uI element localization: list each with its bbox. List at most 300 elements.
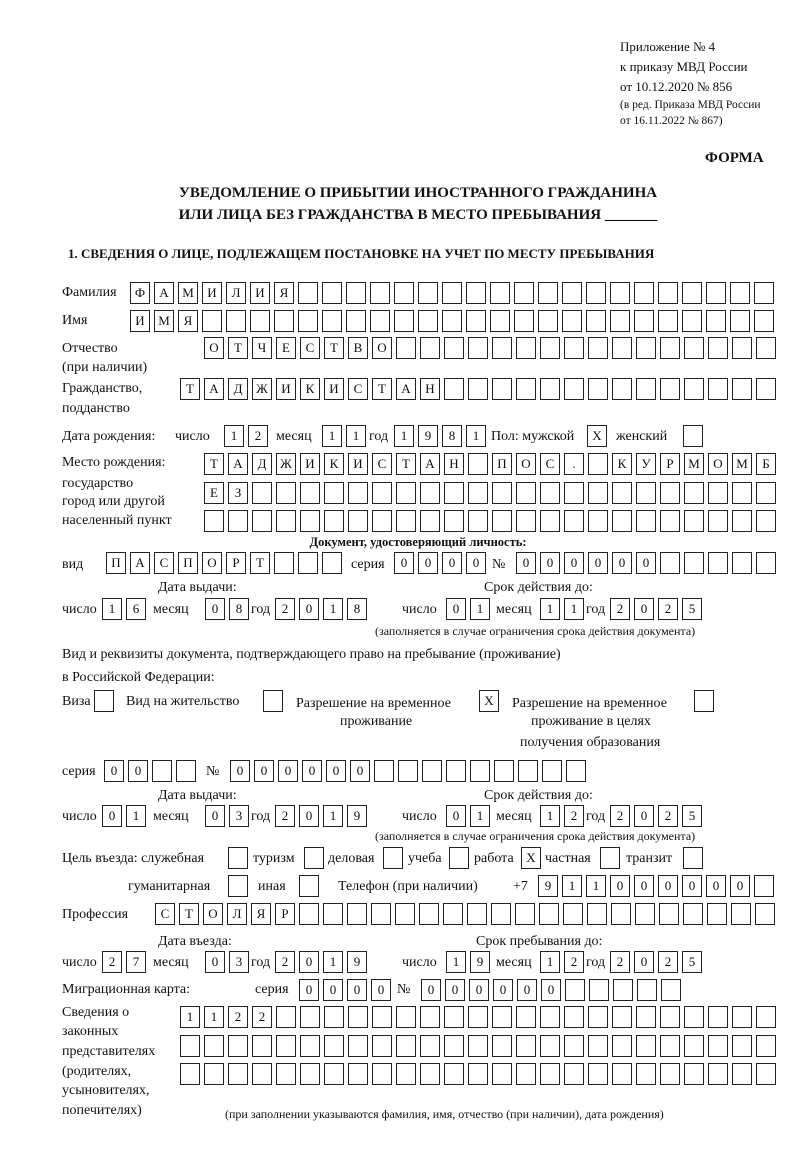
char-box[interactable]: 9 bbox=[418, 425, 438, 447]
char-box[interactable]: 2 bbox=[252, 1006, 272, 1028]
char-box[interactable] bbox=[372, 1035, 392, 1057]
char-box[interactable] bbox=[612, 1035, 632, 1057]
char-box[interactable] bbox=[324, 510, 344, 532]
char-box[interactable] bbox=[612, 337, 632, 359]
char-box[interactable] bbox=[274, 552, 294, 574]
char-box[interactable]: С bbox=[348, 378, 368, 400]
char-box[interactable] bbox=[443, 903, 463, 925]
char-box[interactable]: 1 bbox=[322, 425, 342, 447]
char-box[interactable] bbox=[468, 1006, 488, 1028]
char-box[interactable] bbox=[516, 337, 536, 359]
char-box[interactable] bbox=[300, 482, 320, 504]
char-box[interactable] bbox=[683, 425, 703, 447]
char-box[interactable] bbox=[732, 1006, 752, 1028]
char-box[interactable] bbox=[708, 1006, 728, 1028]
char-box[interactable] bbox=[706, 282, 726, 304]
char-box[interactable] bbox=[754, 282, 774, 304]
char-box[interactable] bbox=[346, 310, 366, 332]
char-box[interactable]: И bbox=[276, 378, 296, 400]
char-box[interactable]: Р bbox=[226, 552, 246, 574]
char-box[interactable]: 1 bbox=[540, 951, 560, 973]
char-box[interactable]: 0 bbox=[446, 598, 466, 620]
char-box[interactable] bbox=[468, 1035, 488, 1057]
char-box[interactable]: 0 bbox=[706, 875, 726, 897]
char-box[interactable] bbox=[492, 1063, 512, 1085]
char-box[interactable]: И bbox=[324, 378, 344, 400]
char-box[interactable] bbox=[694, 690, 714, 712]
char-box[interactable]: 0 bbox=[634, 875, 654, 897]
char-box[interactable] bbox=[492, 482, 512, 504]
char-box[interactable] bbox=[300, 1063, 320, 1085]
char-box[interactable]: Н bbox=[444, 453, 464, 475]
char-box[interactable] bbox=[588, 1006, 608, 1028]
char-box[interactable]: 0 bbox=[442, 552, 462, 574]
char-box[interactable]: Б bbox=[756, 453, 776, 475]
char-box[interactable] bbox=[660, 510, 680, 532]
char-box[interactable] bbox=[492, 1006, 512, 1028]
char-box[interactable]: Е bbox=[276, 337, 296, 359]
char-box[interactable]: 0 bbox=[299, 805, 319, 827]
char-box[interactable]: 0 bbox=[634, 951, 654, 973]
char-box[interactable] bbox=[660, 337, 680, 359]
char-box[interactable] bbox=[754, 310, 774, 332]
char-box[interactable]: X bbox=[479, 690, 499, 712]
char-box[interactable]: А bbox=[396, 378, 416, 400]
char-box[interactable] bbox=[396, 482, 416, 504]
char-box[interactable]: 0 bbox=[658, 875, 678, 897]
char-box[interactable]: Я bbox=[274, 282, 294, 304]
char-box[interactable] bbox=[470, 760, 490, 782]
char-box[interactable] bbox=[682, 282, 702, 304]
char-box[interactable] bbox=[660, 552, 680, 574]
char-box[interactable]: 6 bbox=[126, 598, 146, 620]
char-box[interactable] bbox=[683, 847, 703, 869]
char-box[interactable] bbox=[564, 1063, 584, 1085]
char-box[interactable]: X bbox=[587, 425, 607, 447]
char-box[interactable] bbox=[732, 378, 752, 400]
char-box[interactable] bbox=[635, 903, 655, 925]
char-box[interactable] bbox=[754, 875, 774, 897]
char-box[interactable] bbox=[348, 482, 368, 504]
char-box[interactable]: 0 bbox=[516, 552, 536, 574]
char-box[interactable] bbox=[468, 378, 488, 400]
char-box[interactable]: 1 bbox=[323, 598, 343, 620]
char-box[interactable] bbox=[467, 903, 487, 925]
char-box[interactable]: 1 bbox=[562, 875, 582, 897]
char-box[interactable] bbox=[540, 482, 560, 504]
char-box[interactable] bbox=[732, 510, 752, 532]
char-box[interactable] bbox=[494, 760, 514, 782]
char-box[interactable] bbox=[634, 310, 654, 332]
char-box[interactable] bbox=[588, 337, 608, 359]
char-box[interactable] bbox=[449, 847, 469, 869]
char-box[interactable]: 2 bbox=[275, 951, 295, 973]
char-box[interactable] bbox=[732, 552, 752, 574]
char-box[interactable] bbox=[468, 1063, 488, 1085]
char-box[interactable]: К bbox=[324, 453, 344, 475]
char-box[interactable]: 0 bbox=[394, 552, 414, 574]
char-box[interactable]: 0 bbox=[104, 760, 124, 782]
char-box[interactable]: 2 bbox=[610, 951, 630, 973]
char-box[interactable] bbox=[202, 310, 222, 332]
char-box[interactable] bbox=[613, 979, 633, 1001]
char-box[interactable] bbox=[564, 1035, 584, 1057]
char-box[interactable] bbox=[756, 482, 776, 504]
char-box[interactable]: 0 bbox=[205, 598, 225, 620]
char-box[interactable] bbox=[396, 1035, 416, 1057]
char-box[interactable]: Т bbox=[396, 453, 416, 475]
char-box[interactable] bbox=[684, 1063, 704, 1085]
char-box[interactable]: 1 bbox=[323, 951, 343, 973]
char-box[interactable]: А bbox=[420, 453, 440, 475]
char-box[interactable] bbox=[562, 282, 582, 304]
char-box[interactable]: М bbox=[732, 453, 752, 475]
char-box[interactable]: 0 bbox=[682, 875, 702, 897]
char-box[interactable] bbox=[566, 760, 586, 782]
char-box[interactable] bbox=[562, 310, 582, 332]
char-box[interactable] bbox=[660, 482, 680, 504]
char-box[interactable] bbox=[732, 1063, 752, 1085]
char-box[interactable]: М bbox=[684, 453, 704, 475]
char-box[interactable] bbox=[304, 847, 324, 869]
char-box[interactable] bbox=[299, 903, 319, 925]
char-box[interactable] bbox=[564, 378, 584, 400]
char-box[interactable] bbox=[539, 903, 559, 925]
char-box[interactable]: Т bbox=[179, 903, 199, 925]
char-box[interactable] bbox=[322, 282, 342, 304]
char-box[interactable] bbox=[372, 1006, 392, 1028]
char-box[interactable]: 0 bbox=[418, 552, 438, 574]
char-box[interactable] bbox=[732, 482, 752, 504]
char-box[interactable]: 3 bbox=[229, 805, 249, 827]
char-box[interactable] bbox=[708, 482, 728, 504]
char-box[interactable]: . bbox=[564, 453, 584, 475]
char-box[interactable]: Е bbox=[204, 482, 224, 504]
char-box[interactable] bbox=[274, 310, 294, 332]
char-box[interactable]: 1 bbox=[470, 598, 490, 620]
char-box[interactable]: 1 bbox=[394, 425, 414, 447]
char-box[interactable]: 0 bbox=[493, 979, 513, 1001]
char-box[interactable] bbox=[324, 1035, 344, 1057]
char-box[interactable] bbox=[684, 482, 704, 504]
char-box[interactable] bbox=[612, 510, 632, 532]
char-box[interactable] bbox=[564, 1006, 584, 1028]
char-box[interactable]: 9 bbox=[347, 805, 367, 827]
char-box[interactable]: 1 bbox=[466, 425, 486, 447]
char-box[interactable] bbox=[444, 1035, 464, 1057]
char-box[interactable]: У bbox=[636, 453, 656, 475]
char-box[interactable] bbox=[442, 310, 462, 332]
char-box[interactable] bbox=[228, 1063, 248, 1085]
char-box[interactable]: Т bbox=[372, 378, 392, 400]
char-box[interactable] bbox=[707, 903, 727, 925]
char-box[interactable]: 2 bbox=[658, 951, 678, 973]
char-box[interactable] bbox=[300, 1035, 320, 1057]
char-box[interactable]: 1 bbox=[323, 805, 343, 827]
char-box[interactable] bbox=[588, 510, 608, 532]
char-box[interactable]: 1 bbox=[126, 805, 146, 827]
char-box[interactable] bbox=[94, 690, 114, 712]
char-box[interactable] bbox=[468, 453, 488, 475]
char-box[interactable]: О bbox=[203, 903, 223, 925]
char-box[interactable]: 8 bbox=[229, 598, 249, 620]
char-box[interactable] bbox=[610, 282, 630, 304]
char-box[interactable] bbox=[372, 1063, 392, 1085]
char-box[interactable] bbox=[466, 282, 486, 304]
char-box[interactable]: З bbox=[228, 482, 248, 504]
char-box[interactable] bbox=[612, 1063, 632, 1085]
char-box[interactable] bbox=[204, 1063, 224, 1085]
char-box[interactable]: 0 bbox=[634, 805, 654, 827]
char-box[interactable] bbox=[588, 1035, 608, 1057]
char-box[interactable]: О bbox=[204, 337, 224, 359]
char-box[interactable]: 0 bbox=[205, 951, 225, 973]
char-box[interactable] bbox=[395, 903, 415, 925]
char-box[interactable] bbox=[516, 510, 536, 532]
char-box[interactable] bbox=[396, 510, 416, 532]
char-box[interactable] bbox=[442, 282, 462, 304]
char-box[interactable] bbox=[683, 903, 703, 925]
char-box[interactable]: Р bbox=[275, 903, 295, 925]
char-box[interactable]: И bbox=[202, 282, 222, 304]
char-box[interactable]: 8 bbox=[442, 425, 462, 447]
char-box[interactable] bbox=[420, 1063, 440, 1085]
char-box[interactable] bbox=[490, 282, 510, 304]
char-box[interactable]: 0 bbox=[610, 875, 630, 897]
char-box[interactable]: А bbox=[154, 282, 174, 304]
char-box[interactable]: 0 bbox=[128, 760, 148, 782]
char-box[interactable] bbox=[684, 337, 704, 359]
char-box[interactable] bbox=[322, 552, 342, 574]
char-box[interactable]: 2 bbox=[248, 425, 268, 447]
char-box[interactable] bbox=[324, 482, 344, 504]
char-box[interactable] bbox=[276, 1006, 296, 1028]
char-box[interactable] bbox=[756, 378, 776, 400]
char-box[interactable] bbox=[542, 760, 562, 782]
char-box[interactable] bbox=[322, 310, 342, 332]
char-box[interactable]: С bbox=[540, 453, 560, 475]
char-box[interactable]: 0 bbox=[371, 979, 391, 1001]
char-box[interactable]: 1 bbox=[224, 425, 244, 447]
char-box[interactable]: А bbox=[228, 453, 248, 475]
char-box[interactable]: Д bbox=[252, 453, 272, 475]
char-box[interactable] bbox=[298, 282, 318, 304]
char-box[interactable] bbox=[756, 1006, 776, 1028]
char-box[interactable] bbox=[444, 510, 464, 532]
char-box[interactable]: Я bbox=[178, 310, 198, 332]
char-box[interactable]: К bbox=[300, 378, 320, 400]
char-box[interactable] bbox=[611, 903, 631, 925]
char-box[interactable] bbox=[516, 1063, 536, 1085]
char-box[interactable] bbox=[420, 337, 440, 359]
char-box[interactable] bbox=[492, 337, 512, 359]
char-box[interactable] bbox=[684, 1035, 704, 1057]
char-box[interactable]: 0 bbox=[469, 979, 489, 1001]
char-box[interactable] bbox=[420, 510, 440, 532]
char-box[interactable] bbox=[756, 510, 776, 532]
char-box[interactable]: 1 bbox=[102, 598, 122, 620]
char-box[interactable]: 5 bbox=[682, 598, 702, 620]
char-box[interactable] bbox=[228, 875, 248, 897]
char-box[interactable] bbox=[370, 310, 390, 332]
char-box[interactable]: О bbox=[202, 552, 222, 574]
char-box[interactable] bbox=[612, 482, 632, 504]
char-box[interactable]: 2 bbox=[658, 805, 678, 827]
char-box[interactable]: 1 bbox=[180, 1006, 200, 1028]
char-box[interactable] bbox=[444, 337, 464, 359]
char-box[interactable] bbox=[564, 510, 584, 532]
char-box[interactable]: 7 bbox=[126, 951, 146, 973]
char-box[interactable] bbox=[514, 282, 534, 304]
char-box[interactable]: 1 bbox=[586, 875, 606, 897]
char-box[interactable]: 0 bbox=[299, 951, 319, 973]
char-box[interactable] bbox=[610, 310, 630, 332]
char-box[interactable] bbox=[324, 1063, 344, 1085]
char-box[interactable] bbox=[563, 903, 583, 925]
char-box[interactable] bbox=[466, 310, 486, 332]
char-box[interactable] bbox=[588, 453, 608, 475]
char-box[interactable] bbox=[564, 482, 584, 504]
char-box[interactable] bbox=[634, 282, 654, 304]
char-box[interactable] bbox=[418, 282, 438, 304]
char-box[interactable] bbox=[394, 282, 414, 304]
char-box[interactable] bbox=[180, 1063, 200, 1085]
char-box[interactable]: М bbox=[178, 282, 198, 304]
char-box[interactable]: 9 bbox=[538, 875, 558, 897]
char-box[interactable] bbox=[492, 1035, 512, 1057]
char-box[interactable] bbox=[538, 310, 558, 332]
char-box[interactable]: Д bbox=[228, 378, 248, 400]
char-box[interactable] bbox=[540, 337, 560, 359]
char-box[interactable]: М bbox=[154, 310, 174, 332]
char-box[interactable]: 0 bbox=[299, 598, 319, 620]
char-box[interactable]: 0 bbox=[102, 805, 122, 827]
char-box[interactable] bbox=[684, 510, 704, 532]
char-box[interactable]: 1 bbox=[446, 951, 466, 973]
char-box[interactable]: 0 bbox=[540, 552, 560, 574]
char-box[interactable] bbox=[587, 903, 607, 925]
char-box[interactable] bbox=[586, 310, 606, 332]
char-box[interactable] bbox=[564, 337, 584, 359]
char-box[interactable]: 2 bbox=[102, 951, 122, 973]
char-box[interactable] bbox=[491, 903, 511, 925]
char-box[interactable] bbox=[276, 1063, 296, 1085]
char-box[interactable]: 1 bbox=[540, 805, 560, 827]
char-box[interactable] bbox=[370, 282, 390, 304]
char-box[interactable] bbox=[468, 482, 488, 504]
char-box[interactable]: 2 bbox=[610, 598, 630, 620]
char-box[interactable]: П bbox=[106, 552, 126, 574]
char-box[interactable]: Ж bbox=[276, 453, 296, 475]
char-box[interactable] bbox=[731, 903, 751, 925]
char-box[interactable] bbox=[756, 337, 776, 359]
char-box[interactable] bbox=[383, 847, 403, 869]
char-box[interactable]: 0 bbox=[205, 805, 225, 827]
char-box[interactable] bbox=[516, 378, 536, 400]
char-box[interactable]: 5 bbox=[682, 805, 702, 827]
char-box[interactable]: 0 bbox=[730, 875, 750, 897]
char-box[interactable]: 1 bbox=[346, 425, 366, 447]
char-box[interactable] bbox=[730, 310, 750, 332]
char-box[interactable]: 1 bbox=[540, 598, 560, 620]
char-box[interactable] bbox=[276, 482, 296, 504]
char-box[interactable] bbox=[684, 552, 704, 574]
char-box[interactable] bbox=[152, 760, 172, 782]
char-box[interactable]: П bbox=[492, 453, 512, 475]
char-box[interactable] bbox=[446, 760, 466, 782]
char-box[interactable] bbox=[636, 1035, 656, 1057]
char-box[interactable]: О bbox=[516, 453, 536, 475]
char-box[interactable] bbox=[636, 510, 656, 532]
char-box[interactable] bbox=[516, 1006, 536, 1028]
char-box[interactable] bbox=[708, 552, 728, 574]
char-box[interactable] bbox=[708, 1063, 728, 1085]
char-box[interactable] bbox=[298, 552, 318, 574]
char-box[interactable]: Л bbox=[227, 903, 247, 925]
char-box[interactable] bbox=[661, 979, 681, 1001]
char-box[interactable]: 0 bbox=[323, 979, 343, 1001]
char-box[interactable] bbox=[252, 1035, 272, 1057]
char-box[interactable]: 0 bbox=[254, 760, 274, 782]
char-box[interactable]: И bbox=[130, 310, 150, 332]
char-box[interactable] bbox=[540, 510, 560, 532]
char-box[interactable]: 0 bbox=[421, 979, 441, 1001]
char-box[interactable] bbox=[468, 337, 488, 359]
char-box[interactable]: 0 bbox=[302, 760, 322, 782]
char-box[interactable]: 0 bbox=[326, 760, 346, 782]
char-box[interactable] bbox=[176, 760, 196, 782]
char-box[interactable]: Т bbox=[324, 337, 344, 359]
char-box[interactable]: О bbox=[708, 453, 728, 475]
char-box[interactable] bbox=[346, 282, 366, 304]
char-box[interactable]: 1 bbox=[564, 598, 584, 620]
char-box[interactable] bbox=[490, 310, 510, 332]
char-box[interactable] bbox=[540, 1035, 560, 1057]
char-box[interactable] bbox=[660, 378, 680, 400]
char-box[interactable] bbox=[394, 310, 414, 332]
char-box[interactable]: С bbox=[300, 337, 320, 359]
char-box[interactable]: С bbox=[155, 903, 175, 925]
char-box[interactable] bbox=[250, 310, 270, 332]
char-box[interactable]: 0 bbox=[446, 805, 466, 827]
char-box[interactable] bbox=[398, 760, 418, 782]
char-box[interactable] bbox=[372, 510, 392, 532]
char-box[interactable]: Н bbox=[420, 378, 440, 400]
char-box[interactable]: Т bbox=[204, 453, 224, 475]
char-box[interactable] bbox=[300, 1006, 320, 1028]
char-box[interactable] bbox=[636, 1006, 656, 1028]
char-box[interactable]: 0 bbox=[588, 552, 608, 574]
char-box[interactable] bbox=[252, 482, 272, 504]
char-box[interactable]: 0 bbox=[350, 760, 370, 782]
char-box[interactable] bbox=[518, 760, 538, 782]
char-box[interactable] bbox=[708, 1035, 728, 1057]
char-box[interactable] bbox=[660, 1006, 680, 1028]
char-box[interactable] bbox=[348, 1063, 368, 1085]
char-box[interactable] bbox=[444, 1063, 464, 1085]
char-box[interactable] bbox=[588, 378, 608, 400]
char-box[interactable] bbox=[732, 1035, 752, 1057]
char-box[interactable]: П bbox=[178, 552, 198, 574]
char-box[interactable] bbox=[516, 1035, 536, 1057]
char-box[interactable]: Ж bbox=[252, 378, 272, 400]
char-box[interactable]: 0 bbox=[230, 760, 250, 782]
char-box[interactable] bbox=[348, 1006, 368, 1028]
char-box[interactable]: 0 bbox=[347, 979, 367, 1001]
char-box[interactable] bbox=[658, 282, 678, 304]
char-box[interactable]: 0 bbox=[636, 552, 656, 574]
char-box[interactable] bbox=[708, 337, 728, 359]
